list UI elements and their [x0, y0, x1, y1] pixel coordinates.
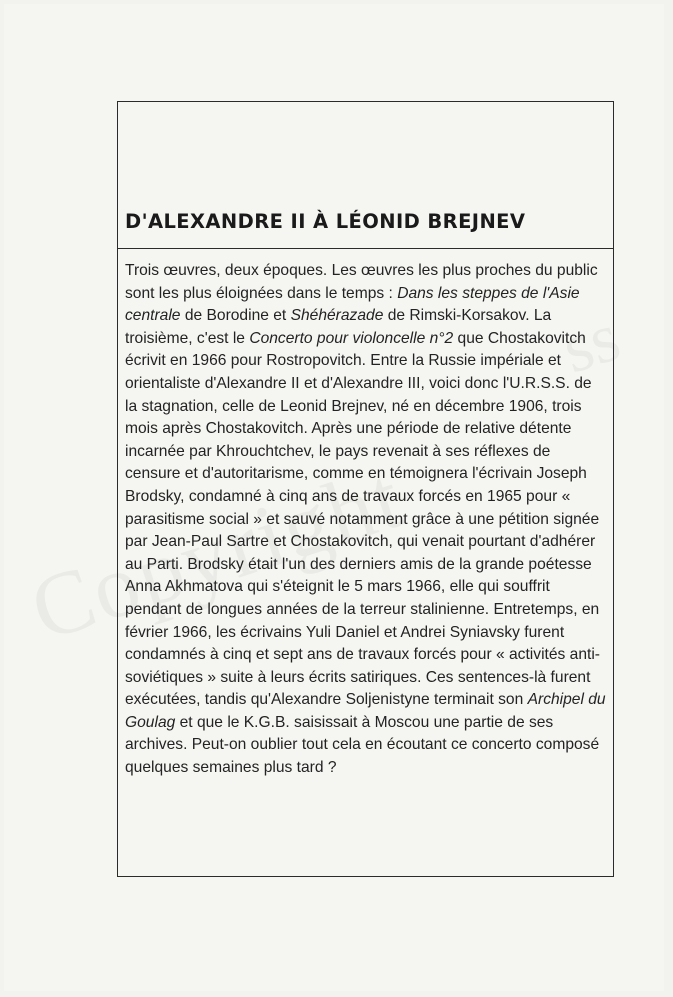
paragraph-segment: que Chostakovitch écrivit en 1966 pour Rostropovitch. Entre la Russie impériale et orientaliste d'Alexandre II et d'Alexandre III, voici donc l'U.R.S.S. de la stagnation, celle de Leonid Brejnev, né en décembre 1906, trois mois après Chostakovitch. Après une période de relative détente incarnée par Khrouchtchev, le pays revenait à ses réflexes de censure et d'autoritarisme, comme en témoignera l'écrivain Joseph Brodsky, condamné à cinq ans de travaux forcés en 1965 pour « parasitisme social » et sauvé notamment grâce à une pétition signée par Jean-Paul Sartre et Chostakovitch, qui venait pourtant d'adhérer au Parti. Brodsky était l'un des derniers amis de la grande poétesse Anna Akhmatova qui s'éteignit le 5 mars 1966, elle qui souffrit pendant de longues années de la terreur stalinienne. Entretemps, en février 1966, les écrivains Yuli Daniel et Andrei Syniavsky furent condamnés à cinq et sept ans de travaux forcés pour « activités anti-soviétiques » suite à leurs écrits satiriques. Ces sentences-là furent exécutées, tandis qu'Alexandre Soljenistyne terminait son — [125, 329, 601, 709]
section-heading: D'ALEXANDRE II À LÉONID BREJNEV — [125, 210, 526, 233]
paragraph-segment: de Borodine et — [180, 307, 291, 325]
paragraph-segment: de Rimski-Korsakov. La troisième, c'est le — [125, 307, 552, 347]
paragraph-segment: et que le K.G.B. saisissait à Moscou une partie de ses archives. Peut-on oublier tout cela en écoutant ce concerto composé quelques semaines plus tard ? — [125, 713, 600, 777]
paragraph-segment-italic: Archipel du Goulag — [125, 691, 606, 731]
paragraph-segment-italic: Dans les steppes de l'Asie centrale — [125, 284, 580, 325]
body-paragraph — [125, 260, 608, 780]
paragraph-segment-italic: Shéhérazade — [290, 307, 384, 325]
heading-divider — [118, 248, 613, 249]
paragraph-segment: Trois œuvres, deux époques. Les œuvres les plus proches du public sont les plus éloignées dans le temps : — [125, 262, 598, 302]
text-box — [117, 101, 614, 877]
paragraph-segment-italic: Concerto pour violoncelle n°2 — [249, 329, 454, 347]
